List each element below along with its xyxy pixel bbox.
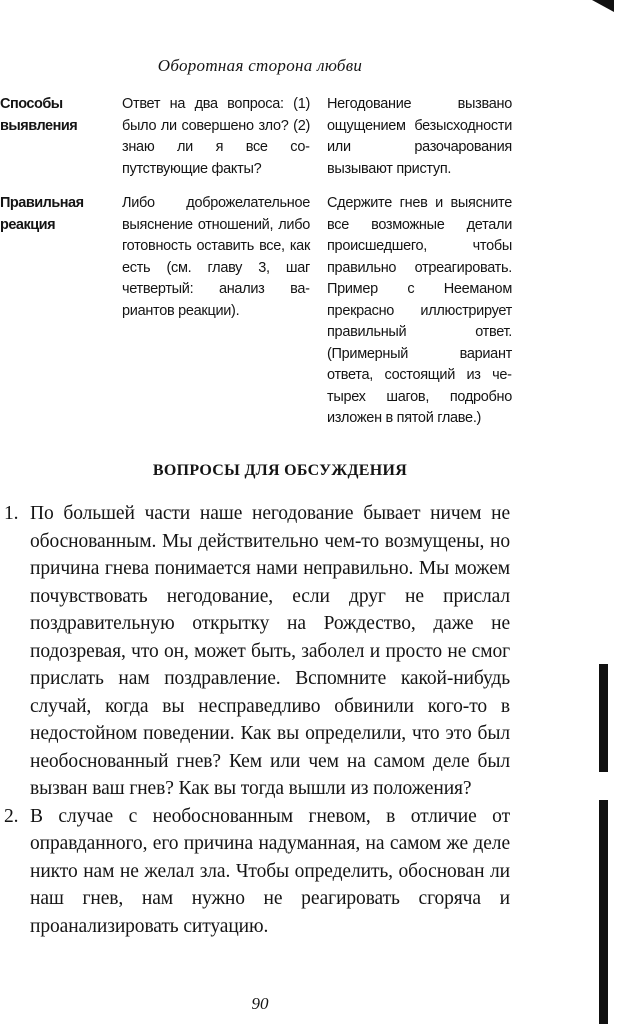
question-list	[4, 500, 510, 940]
comparison-table	[0, 94, 525, 430]
running-header: Оборотная сторона любви	[157, 56, 363, 75]
row-label-line: Правильная	[0, 195, 84, 211]
row-label-line: Способы	[0, 96, 63, 112]
question-number: 1.	[4, 503, 19, 524]
table-row	[0, 94, 525, 180]
table-cell: Негодование вызвано ощущением безысходности или разочарования вызывают приступ.	[327, 96, 512, 177]
page-number: 90	[251, 994, 269, 1013]
table-cell: Ответ на два вопроса: (1) было ли совершено зло? (2) знаю ли я все сопутствующие факты?	[122, 96, 310, 177]
row-label	[0, 193, 122, 430]
section-heading: ВОПРОСЫ ДЛЯ ОБСУЖДЕНИЯ	[152, 462, 408, 479]
question-text: В случае с необоснованным гневом, в отличие от оправданного, его причина надуманная, на самом же деле никто нам не желал зла. Чтобы определить, обоснован ли наш гнев, нам нужно не реагировать сгоряча и проанализировать ситуацию.	[30, 805, 510, 937]
table-cell: Сдержите гнев и выясните все возможные детали происшедшего, чтобы правильно отреагировать. Пример с Нееманом прекрасно иллюстрирует правильный ответ. (Примерный вариант ответа, состоящий из четырех шагов, подробно изложен в пятой главе.)	[327, 195, 512, 426]
corner-scan-mark	[592, 0, 614, 12]
scan-edge-bar	[599, 800, 608, 1024]
row-label	[0, 94, 122, 180]
question-number: 2.	[4, 805, 19, 827]
scan-edge-bar	[599, 664, 608, 772]
row-label-line: выявления	[0, 117, 78, 134]
question-item	[4, 803, 510, 941]
table-cell: Либо доброжелательное выяснение отношений, либо готовность оставить все, как есть (см. главу 3, шаг четвертый: анализ вариантов реакции).	[122, 195, 310, 319]
question-item	[4, 500, 510, 803]
table-row	[0, 193, 525, 430]
question-text: По большей части наше негодование бывает ничем не обоснованным. Мы действительно чем-то возмущены, но причина гнева понимается нами неправильно. Мы можем почувствовать негодование, если друг не прислал поздравительную открытку на Рождество, даже не подозревая, что он, может быть, заболел и просто не смог прислать нам поздравление. Вспомните какой-нибудь случай, когда вы несправедливо обвинили кого-то в недостойном поведении. Как вы определили, что это был необоснованный гнев? Кем или чем на самом деле был вызван ваш гнев? Как вы тогда вышли из положения?	[30, 503, 510, 799]
row-label-line: реакция	[0, 216, 56, 233]
